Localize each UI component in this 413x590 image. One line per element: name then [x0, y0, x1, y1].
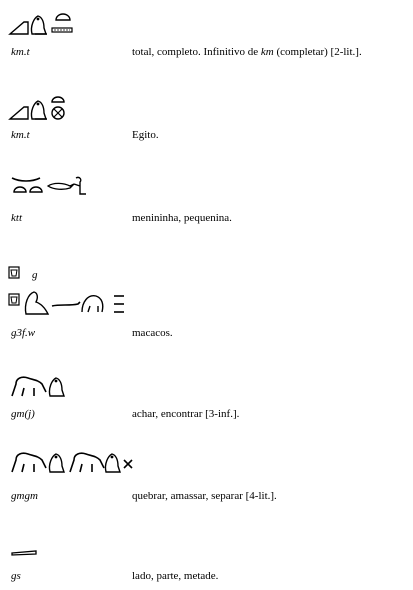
- transliteration: gmgm: [11, 490, 38, 502]
- hieroglyph-group: [8, 370, 158, 396]
- hieroglyph-group: [8, 288, 158, 314]
- meaning: quebrar, amassar, separar [4-lit.].: [132, 490, 277, 502]
- stand-sign-icon: [8, 265, 28, 285]
- transliteration: ktt: [11, 212, 22, 224]
- transliteration: g3f.w: [11, 327, 36, 339]
- hieroglyphs-gm-j-icon: [8, 370, 88, 400]
- meaning: macacos.: [132, 327, 173, 339]
- hieroglyph-group: [8, 93, 158, 119]
- meaning: Egito.: [132, 129, 159, 141]
- meaning: menininha, pequenina.: [132, 212, 232, 224]
- hieroglyphs-g3f-w-icon: [8, 288, 138, 318]
- sign-phonetic-label: g: [32, 269, 38, 281]
- hieroglyphs-ktt-icon: [8, 172, 98, 202]
- hieroglyph-group: [8, 540, 158, 566]
- hieroglyph-group: [8, 172, 158, 198]
- transliteration: gs: [11, 570, 21, 582]
- hieroglyph-group: [8, 8, 158, 34]
- hieroglyph-group: [8, 448, 158, 474]
- meaning: lado, parte, metade.: [132, 570, 219, 582]
- transliteration: km.t: [11, 129, 30, 141]
- transliteration: km.t: [11, 46, 30, 58]
- hieroglyphs-gmgm-icon: [8, 448, 138, 478]
- meaning: total, completo. Infinitivo de km (completar) [2-lit.].: [132, 46, 362, 58]
- meaning: achar, encontrar [3-inf.].: [132, 408, 240, 420]
- hieroglyphs-km-t-icon: [8, 8, 88, 38]
- hieroglyphs-gs-icon: [8, 540, 48, 560]
- transliteration: gm(j): [11, 408, 35, 420]
- hieroglyphs-kmt-egypt-icon: [8, 93, 88, 123]
